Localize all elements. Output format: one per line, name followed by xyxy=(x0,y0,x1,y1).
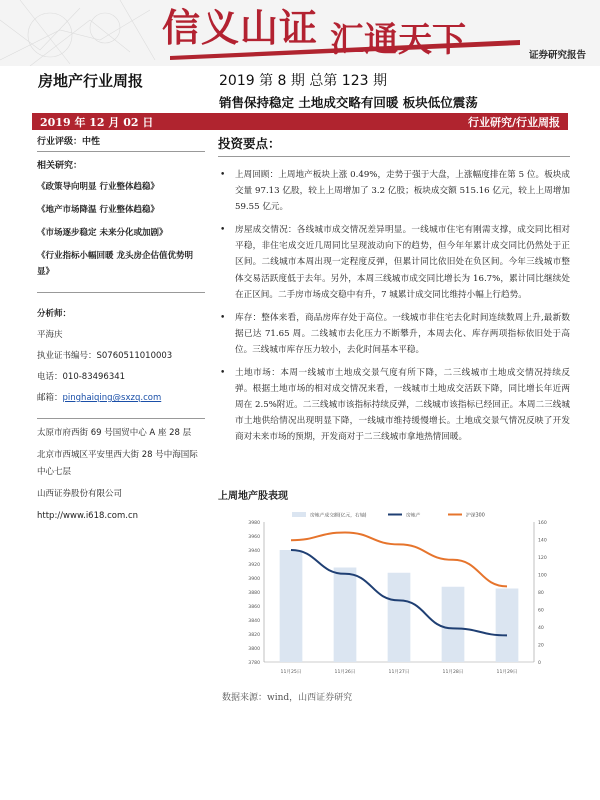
divider xyxy=(37,292,205,293)
y-tick-label-left: 3940 xyxy=(248,549,260,554)
x-tick-label: 11月29日 xyxy=(496,670,518,675)
y-tick-label-left: 3820 xyxy=(248,633,260,638)
y-tick-label-right: 60 xyxy=(538,608,544,614)
top-banner xyxy=(0,0,600,66)
legend-swatch-0 xyxy=(292,512,306,517)
y-tick-label-left: 3800 xyxy=(248,647,260,652)
bullet-icon: • xyxy=(220,170,226,180)
y-tick-label-left: 3780 xyxy=(248,661,260,666)
report-tag: 证券研究报告 xyxy=(528,50,586,61)
key-point-text: 房屋成交情况：各线城市成交情况差异明显。一线城市住宅有刚需支撑，成交同比相对平稳，非住宅成交近几周同比呈现波动向下的趋势，但今年年累计成交同比仍然处于正区间。二线城市本周出现一定程度反弹，但累计同比依旧处在负区间。今年三线城市整体交易活跃度低于去年。另外，本周三线城市成交同比增长为 16.7%，累计同比继续处在正区间。二手房市场成交稳中有升，7 城累计成交同比维持小幅上行趋势。 xyxy=(235,225,570,300)
y-tick-label-right: 20 xyxy=(538,643,544,649)
y-tick-label-right: 120 xyxy=(538,556,547,561)
bullet-icon: • xyxy=(220,312,226,323)
related-item[interactable]: 《市场逐步稳定 未来分化或加剧》 xyxy=(37,228,168,238)
main-content xyxy=(218,134,570,453)
address-beijing: 北京市西城区平安里西大街 28 号中海国际中心七层 xyxy=(37,450,198,477)
stock-performance-chart xyxy=(230,508,560,682)
email-label: 邮箱： xyxy=(37,393,63,403)
x-tick-label: 11月27日 xyxy=(388,670,410,675)
analyst-name: 平海庆 xyxy=(37,330,63,340)
y-tick-label-left: 3840 xyxy=(248,619,260,624)
bar-0 xyxy=(280,550,303,662)
phone-number: 电话：010-83496341 xyxy=(37,372,126,382)
key-point xyxy=(218,310,570,358)
company-website[interactable]: http://www.i618.com.cn xyxy=(37,511,139,521)
y-tick-label-right: 160 xyxy=(538,521,547,526)
sidebar xyxy=(37,134,205,530)
analyst-info xyxy=(37,307,205,406)
report-date: 2019 年 12 月 02 日 xyxy=(40,116,154,129)
y-tick-label-right: 100 xyxy=(538,573,547,579)
y-tick-label-right: 80 xyxy=(538,591,544,596)
related-item[interactable]: 《行业指标小幅回暖 龙头房企估值优势明显》 xyxy=(37,251,193,277)
headline: 销售保持稳定 土地成交略有回暖 板块低位震荡 xyxy=(219,95,478,110)
x-tick-label: 11月26日 xyxy=(334,670,356,675)
issue-number: 2019 第 8 期 总第 123 期 xyxy=(219,73,387,89)
x-tick-label: 11月25日 xyxy=(280,670,302,675)
bar-1 xyxy=(334,568,357,663)
legend-label-0: 房地产成交额(亿元，右轴) xyxy=(310,513,367,519)
legend-label-1: 房地产 xyxy=(406,513,421,519)
x-tick-label: 11月28日 xyxy=(442,670,464,675)
company-name: 山西证券股份有限公司 xyxy=(37,489,123,499)
section-title: 投资要点： xyxy=(218,134,570,157)
legend-label-2: 沪深300 xyxy=(466,513,485,519)
key-point-text: 库存：整体来看，商品房库存处于高位。一线城市非住宅去化时间连续数周上升,最新数据已达 71.65 周。二线城市去化压力不断攀升，本周去化、库存两项指标依旧处于高位。三线城市库存压力较小，去化时间基本平稳。 xyxy=(235,312,570,355)
date-bar xyxy=(32,113,568,130)
y-tick-label-left: 3860 xyxy=(248,605,260,610)
report-category: 行业研究/行业周报 xyxy=(467,116,560,129)
bar-2 xyxy=(388,573,411,662)
y-tick-label-left: 3920 xyxy=(248,563,260,568)
address-taiyuan: 太原市府西街 69 号国贸中心 A 座 28 层 xyxy=(37,428,192,438)
slogan-part2: 汇通天下 xyxy=(330,20,466,60)
key-point-text: 土地市场：本周一线城市土地成交景气度有所下降，二三线城市土地成交情况持续反弹。根据土地市场的相对成交情况来看，一线城市土地成交活跃下降，同比增长年近两周在 2.5%附近。二三线城市该指标持续反弹，二线城市该指标已经回正。本周二三线城市土地供给情况出现明显下降，一线城市维持缓慢增长。土地成交景气情况反映了开发商对未来市场的预期，开发商对于二三线城市拿地热情回暖。 xyxy=(235,368,570,443)
key-point xyxy=(218,365,570,445)
bullet-icon: • xyxy=(220,225,226,236)
key-points-list xyxy=(218,167,570,446)
analyst-title: 分析师： xyxy=(37,309,72,319)
related-item[interactable]: 《政策导向明显 行业整体趋稳》 xyxy=(37,182,159,192)
company-address xyxy=(37,425,205,525)
key-point-text: 上周回顾：上周地产板块上涨 0.49%，走势于强于大盘，上涨幅度排在第 5 位。板块成交量 97.13 亿股，较上上周增加了 3.2 亿股；板块成交额 515.16 亿元，较上上周增加 59.55 亿元。 xyxy=(235,170,570,213)
email-link[interactable]: pinghaiqing@sxzq.com xyxy=(62,393,162,403)
y-tick-label-right: 40 xyxy=(538,626,544,631)
data-source: 数据来源：wind，山西证券研究 xyxy=(222,693,353,703)
y-tick-label-right: 140 xyxy=(538,538,547,544)
related-item[interactable]: 《地产市场降温 行业整体趋稳》 xyxy=(37,205,159,215)
slogan-part1: 信义山证 xyxy=(162,5,319,50)
key-point xyxy=(218,167,570,215)
key-point xyxy=(218,222,570,302)
y-tick-label-left: 3960 xyxy=(248,535,260,540)
y-tick-label-left: 3980 xyxy=(248,521,260,526)
related-research-title: 相关研究： xyxy=(37,161,83,171)
y-tick-label-right: 0 xyxy=(538,661,541,666)
related-research-list xyxy=(37,179,205,280)
y-tick-label-left: 3900 xyxy=(248,577,260,582)
bar-3 xyxy=(442,587,465,662)
report-type: 房地产行业周报 xyxy=(38,72,144,90)
license-number: 执业证书编号：S0760511010003 xyxy=(37,351,173,361)
email-row xyxy=(37,391,205,406)
chart-title: 上周地产股表现 xyxy=(218,491,288,502)
industry-rating: 行业评级：中性 xyxy=(37,134,205,152)
bullet-icon: • xyxy=(220,368,226,379)
y-tick-label-left: 3880 xyxy=(248,591,260,596)
divider xyxy=(37,418,205,419)
bar-4 xyxy=(496,589,519,663)
